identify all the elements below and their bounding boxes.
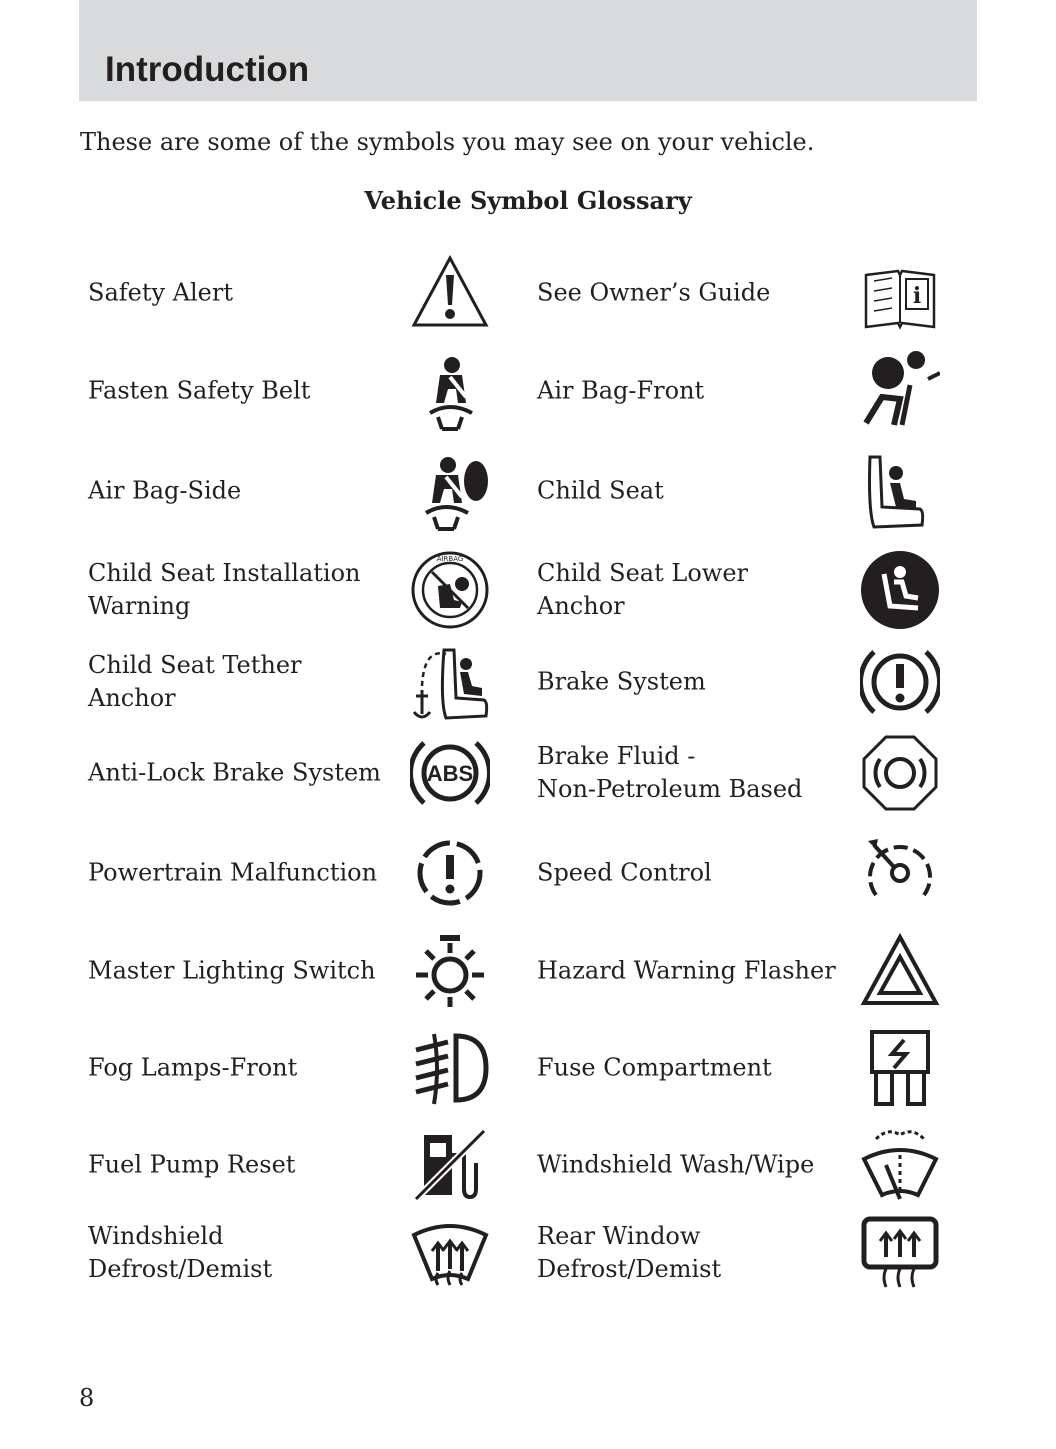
- symbol-label-line: Brake System: [537, 667, 706, 696]
- airbag-front-icon: [860, 351, 940, 431]
- symbol-label: [88, 277, 233, 310]
- symbol-label-line: Air Bag-Side: [88, 476, 242, 505]
- page-title: Introduction: [105, 50, 310, 89]
- symbol-label: [537, 1149, 814, 1182]
- symbol-label-line: Child Seat: [537, 476, 664, 505]
- symbol-label: [537, 277, 770, 310]
- symbol-label-line: Child Seat Tether: [88, 651, 302, 679]
- symbol-label: [88, 1220, 272, 1286]
- symbol-label: [537, 740, 802, 806]
- page-number: 8: [79, 1384, 95, 1412]
- symbol-label-line: Hazard Warning Flasher: [537, 956, 836, 985]
- symbol-label: [537, 475, 664, 508]
- symbol-label: [537, 557, 748, 623]
- child-seat-tether-anchor-icon: [410, 642, 490, 722]
- brake-fluid-icon: [860, 733, 940, 813]
- symbol-label: [537, 375, 704, 408]
- svg-text:ABS: ABS: [426, 761, 474, 786]
- symbol-label-line: Non-Petroleum Based: [537, 775, 803, 803]
- symbol-label-line: Powertrain Malfunction: [88, 858, 378, 887]
- symbol-label-line: Windshield: [88, 1222, 224, 1250]
- fog-lamps-front-icon: [410, 1028, 490, 1108]
- owners-guide-icon: [860, 253, 940, 333]
- symbol-label: [537, 1052, 772, 1085]
- fuel-pump-reset-icon: [410, 1125, 490, 1205]
- windshield-wash-wipe-icon: [860, 1125, 940, 1205]
- symbol-label: [537, 666, 706, 699]
- seat-belt-icon: [410, 351, 490, 431]
- symbol-label-line: Safety Alert: [88, 278, 233, 307]
- symbol-label-line: Fuse Compartment: [537, 1053, 772, 1082]
- symbol-label-line: Child Seat Installation: [88, 559, 361, 587]
- symbol-label-line: See Owner’s Guide: [537, 278, 771, 307]
- svg-text:i: i: [912, 283, 922, 309]
- symbol-label-line: Speed Control: [537, 858, 712, 887]
- symbol-label-line: Rear Window: [537, 1222, 701, 1250]
- symbol-label-line: Child Seat Lower: [537, 559, 748, 587]
- hazard-warning-icon: [860, 931, 940, 1011]
- symbol-label-line: Defrost/Demist: [537, 1255, 722, 1283]
- fuse-compartment-icon: [860, 1028, 940, 1108]
- symbol-label: [88, 1149, 295, 1182]
- svg-text:AIRBAG: AIRBAG: [436, 555, 464, 563]
- child-seat-icon: [860, 451, 940, 531]
- symbol-label: [88, 557, 360, 623]
- symbol-label: [88, 375, 310, 408]
- symbol-label-line: Fasten Safety Belt: [88, 376, 311, 405]
- symbol-label-line: Anchor: [537, 592, 625, 620]
- master-lighting-switch-icon: [410, 931, 490, 1011]
- child-seat-installation-warning-icon: [410, 550, 490, 630]
- powertrain-malfunction-icon: [410, 833, 490, 913]
- symbol-label: [88, 857, 377, 890]
- symbol-label: [88, 955, 376, 988]
- brake-system-icon: [860, 642, 940, 722]
- symbol-label-line: Defrost/Demist: [88, 1255, 273, 1283]
- speed-control-icon: [860, 833, 940, 913]
- symbol-label: [537, 857, 712, 890]
- abs-icon: [410, 733, 490, 813]
- child-seat-lower-anchor-icon: [860, 550, 940, 630]
- symbol-label: [88, 757, 381, 790]
- symbol-label-line: Anchor: [88, 684, 176, 712]
- symbol-label-line: Warning: [88, 592, 191, 620]
- symbol-label: [537, 1220, 721, 1286]
- symbol-label: [88, 1052, 297, 1085]
- symbol-label: [88, 649, 302, 715]
- symbol-label: [88, 475, 241, 508]
- safety-alert-icon: [410, 253, 490, 333]
- intro-text: These are some of the symbols you may see on your vehicle.: [80, 128, 815, 156]
- symbol-label-line: Windshield Wash/Wipe: [537, 1150, 815, 1179]
- rear-window-defrost-icon: [860, 1213, 940, 1293]
- symbol-label-line: Brake Fluid -: [537, 742, 696, 770]
- symbol-label-line: Master Lighting Switch: [88, 956, 376, 985]
- airbag-side-icon: [410, 451, 490, 531]
- symbol-label-line: Anti-Lock Brake System: [88, 758, 381, 787]
- symbol-label-line: Fog Lamps-Front: [88, 1053, 298, 1082]
- glossary-title: Vehicle Symbol Glossary: [364, 186, 692, 215]
- symbol-label-line: Air Bag-Front: [537, 376, 705, 405]
- symbol-label: [537, 955, 836, 988]
- windshield-defrost-icon: [410, 1213, 490, 1293]
- symbol-label-line: Fuel Pump Reset: [88, 1150, 296, 1179]
